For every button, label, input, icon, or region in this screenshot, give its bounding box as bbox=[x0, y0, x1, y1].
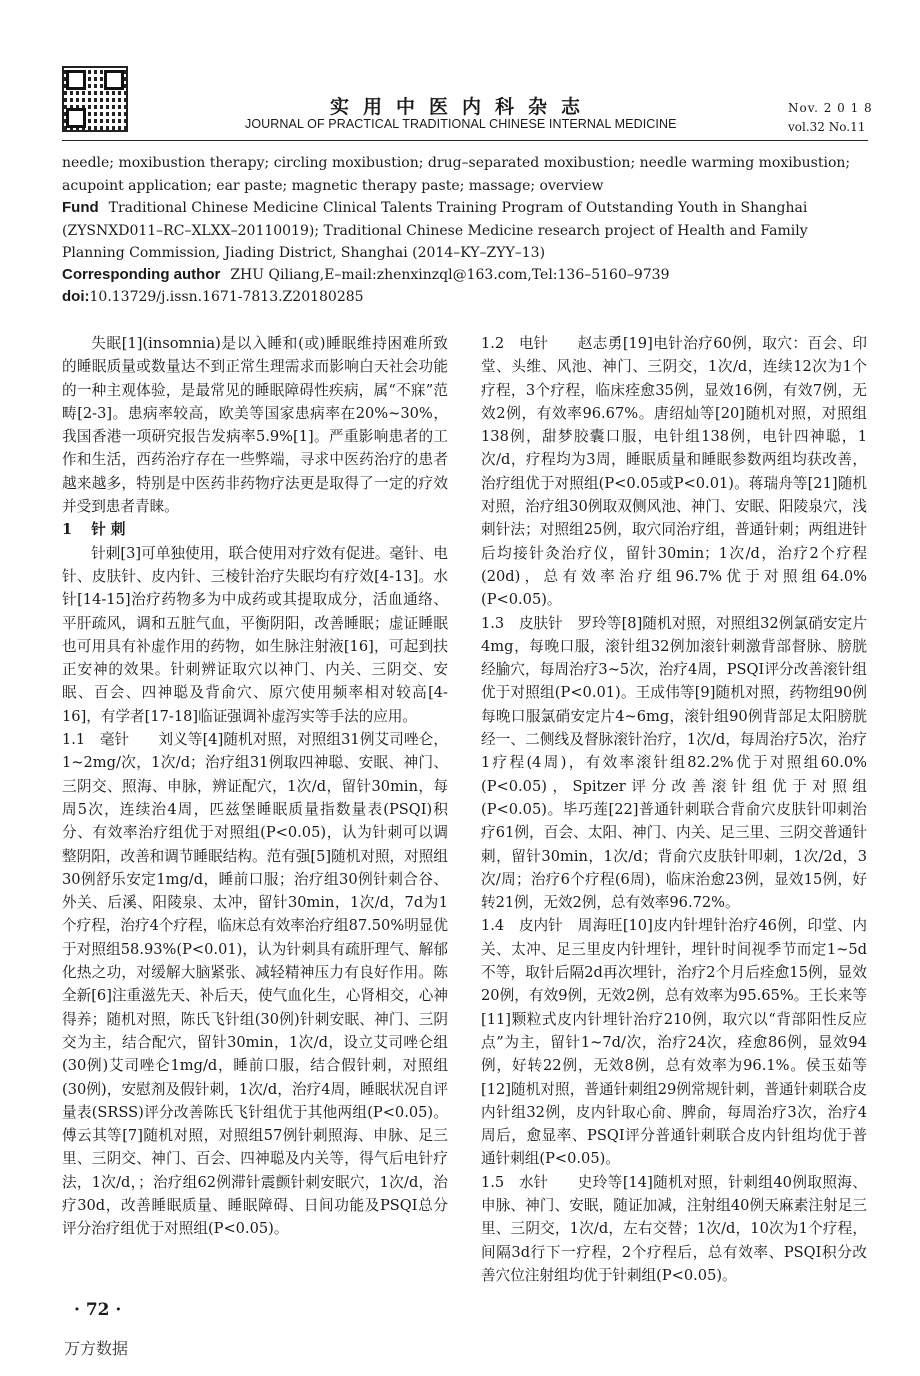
subsection-1-1 bbox=[62, 728, 448, 1241]
qr-code bbox=[62, 66, 128, 132]
fund-label: Fund bbox=[62, 199, 99, 216]
section-1-heading bbox=[62, 518, 448, 541]
subsection-1-2-text: 赵志勇[19]电针治疗60例，取穴：百会、印堂、头维、风池、神门、三阴交，1次/d，连续12次为1个疗程，3个疗程，临床痊愈35例，显效16例，有效7例，无效2例，有效率96.67%。唐绍灿等[20]随机对照，对照组138例，甜梦胶囊口服，电针组138例，电针四神聪，1次/d，疗程均为3周，睡眠质量和睡眠参数两组均获改善，治疗组优于对照组(P<0.05或P<0.01)。蒋瑞舟等[21]随机对照，治疗组30例取双侧风池、神门、安眠、阳陵泉穴，浅刺针法；对照组25例，取穴同治疗组，普通针刺；两组进针后均接针灸治疗仪，留针30min；1次/d，治疗2个疗程(20d)，总有效率治疗组96.7%优于对照组64.0%(P<0.05)。 bbox=[481, 335, 867, 609]
subsection-1-1-number: 1.1 bbox=[62, 731, 86, 749]
header-rule bbox=[62, 140, 868, 141]
doi-value: 10.13729/j.issn.1671-7813.Z20180285 bbox=[89, 289, 364, 305]
subsection-1-3-number: 1.3 bbox=[481, 614, 505, 632]
intro-paragraph: 失眠[1](insomnia)是以入睡和(或)睡眠维持困难所致的睡眠质量或数量达不到正常生理需求而影响白天社会功能的一种主观体验，是最常见的睡眠障碍性疾病，属“不寐”范畴[2-3]。患病率较高，欧美等国家患病率在20%~30%，我国香港一项研究报告发病率5.9%[1]。严重影响患者的工作和生活，西药治疗存在一些弊端，寻求中医药治疗的患者越来越多，特别是中医药非药物疗法更是取得了一定的疗效并受到患者青睐。 bbox=[62, 335, 448, 516]
section-1-title: 针 刺 bbox=[91, 521, 126, 539]
issue-date: Nov. 2 0 1 8 bbox=[788, 101, 873, 115]
journal-title-cn: 实用中医内科杂志 bbox=[330, 96, 595, 118]
journal-title-en: JOURNAL OF PRACTICAL TRADITIONAL CHINESE INTERNAL MEDICINE bbox=[245, 117, 677, 131]
subsection-1-2-number: 1.2 bbox=[481, 335, 505, 352]
subsection-1-4-title: 皮内针 bbox=[518, 917, 563, 935]
corresponding-label: Corresponding author bbox=[62, 266, 221, 283]
subsection-1-5-title: 水针 bbox=[518, 1173, 549, 1191]
subsection-1-5-number: 1.5 bbox=[481, 1173, 505, 1191]
subsection-1-2-title: 电针 bbox=[518, 335, 549, 352]
right-column bbox=[481, 332, 867, 1287]
subsection-1-3-text: 罗玲等[8]随机对照，对照组32例氯硝安定片4mg，每晚口服，滚针组32例加滚针刺激背部督脉、膀胱经腧穴，每周治疗3~5次，治疗4周，PSQI评分改善滚针组优于对照组(P<0.01)。王成伟等[9]随机对照，药物组90例每晚口服氯硝安定片4~6mg，滚针组90例背部足太阳膀胱经一、二侧线及督脉滚针治疗，1次/d，每周治疗5次，治疗1疗程(4周)，有效率滚针组82.2%优于对照组60.0%(P<0.05)，Spitzer评分改善滚针组优于对照组(P<0.05)。毕巧莲[22]普通针刺联合背俞穴皮肤针叩刺治疗61例，百会、太阳、神门、内关、足三里、三阴交普通针刺，留针30min，1次/d；背俞穴皮肤针叩刺，1次/2d，3次/周；治疗6个疗程(6周)，临床治愈23例，显效15例，好转21例，无效2例，总有效率96.72%。 bbox=[481, 614, 867, 912]
fund-text: Traditional Chinese Medicine Clinical Talents Training Program of Outstanding Youth in Shanghai (ZYSNXD011–RC–XLXX–20110019); Traditional Chinese Medicine research project of Health and Family Planning Commission, Jiading District, Shanghai (2014–KY–ZYY–13) bbox=[62, 200, 808, 261]
page-number: · 72 · bbox=[74, 1300, 122, 1320]
section-1-number: 1 bbox=[62, 521, 73, 539]
corresponding-author bbox=[62, 264, 868, 287]
subsection-1-4 bbox=[481, 914, 867, 1170]
wanfang-watermark: 万方数据 bbox=[64, 1339, 129, 1358]
subsection-1-3 bbox=[481, 612, 867, 915]
left-column bbox=[62, 332, 448, 1241]
subsection-1-2 bbox=[481, 332, 867, 612]
subsection-1-3-title: 皮肤针 bbox=[518, 614, 563, 632]
doi-label: doi: bbox=[62, 288, 90, 305]
fund-statement bbox=[62, 197, 868, 265]
subsection-1-5-text: 史玲等[14]随机对照，针刺组40例取照海、申脉、神门、安眠，随证加减，注射组40例天麻素注射足三里、三阴交，1次/d，左右交替；1次/d，10次为1个疗程，间隔3d行下一疗程，2个疗程后，总有效率、PSQI积分改善穴位注射组均优于针刺组(P<0.05)。 bbox=[481, 1173, 867, 1284]
doi-line bbox=[62, 286, 868, 309]
section-1-paragraph: 针刺[3]可单独使用，联合使用对疗效有促进。毫针、电针、皮肤针、皮内针、三棱针治疗失眠均有疗效[4-13]。水针[14-15]治疗药物多为中成药或其提取成分，活血通络、平肝疏风，调和五脏气血，平衡阴阳，改善睡眠；虚证睡眠也可用具有补虚作用的药物，如生脉注射液[16]，可起到扶正安神的效果。针刺辨证取穴以神门、内关、三阴交、安眠、百会、四神聪及背俞穴、原穴使用频率相对较高[4-16]，有学者[17-18]临证强调补虚泻实等手法的应用。 bbox=[62, 544, 448, 725]
subsection-1-1-text: 刘义等[4]随机对照，对照组31例艾司唑仑，1~2mg/次，1次/d；治疗组31例取四神聪、安眠、神门、三阴交、照海、申脉，辨证配穴，1次/d，留针30min，每周5次，连续治4周，匹兹堡睡眠质量指数量表(PSQI)积分、有效率治疗组优于对照组(P<0.05)，认为针刺可以调整阴阳，改善和调节睡眠结构。范有强[5]随机对照，对照组30例舒乐安定1mg/d，睡前口服；治疗组30例针刺合谷、外关、后溪、阳陵泉、太冲，留针30min，1次/d，7d为1个疗程，治疗4个疗程，临床总有效率治疗组87.50%明显优于对照组58.93%(P<0.01)，认为针刺具有疏肝理气、解郁化热之功，对缓解大脑紧张、减轻精神压力有良好作用。陈全新[6]注重滋先天、补后天，使气血化生，心肾相交，心神得养；随机对照，陈氏飞针组(30例)针刺安眠、神门、三阴交为主，结合配穴，留针30min，1次/d，设立艾司唑仑组(30例)艾司唑仑1mg/d，睡前口服，结合假针刺，对照组(30例)，安慰剂及假针刺，1次/d，治疗4周，睡眠状况自评量表(SRSS)评分改善陈氏飞针组优于其他两组(P<0.05)。傅云其等[7]随机对照，对照组57例针刺照海、申脉、足三里、三阴交、神门、百会、四神聪及内关等，得气后电针疗法，1次/d，；治疗组62例滞针震颤针刺安眠穴，1次/d，治疗30d，改善睡眠质量、睡眠障碍、日间功能及PSQI总分评分治疗组优于对照组(P<0.05)。 bbox=[62, 731, 448, 1238]
subsection-1-5 bbox=[481, 1171, 867, 1287]
subsection-1-4-text: 周海旺[10]皮内针埋针治疗46例，印堂、内关、太冲、足三里皮内针埋针，埋针时间视季节而定1~5d不等，取针后隔2d再次埋针，治疗2个月后痊愈15例，显效20例，有效9例，无效2例，总有效率为95.65%。王长来等[11]颗粒式皮内针埋针治疗210例，取穴以“背部阳性反应点”为主，留针1~7d/次，治疗24次，痊愈86例，显效94例，好转22例，无效8例，总有效率为96.1%。侯玉茹等[12]随机对照，普通针刺组29例常规针刺，普通针刺联合皮内针组32例，皮内针取心俞、脾俞，每周治疗3次，治疗4周后，愈显率、PSQI评分普通针刺联合皮内针组均优于普通针刺组(P<0.05)。 bbox=[481, 917, 867, 1168]
keywords-continuation: needle; moxibustion therapy; circling moxibustion; drug–separated moxibustion; needle warming moxibustion; acupoint application; ear paste; magnetic therapy paste; massage; overview bbox=[62, 155, 851, 194]
issue-volume: vol.32 No.11 bbox=[788, 120, 866, 134]
corresponding-text: ZHU Qiliang,E–mail:zhenxinzql@163.com,Tel:136–5160–9739 bbox=[230, 267, 670, 283]
subsection-1-1-title: 毫针 bbox=[99, 731, 130, 749]
subsection-1-4-number: 1.4 bbox=[481, 917, 505, 935]
